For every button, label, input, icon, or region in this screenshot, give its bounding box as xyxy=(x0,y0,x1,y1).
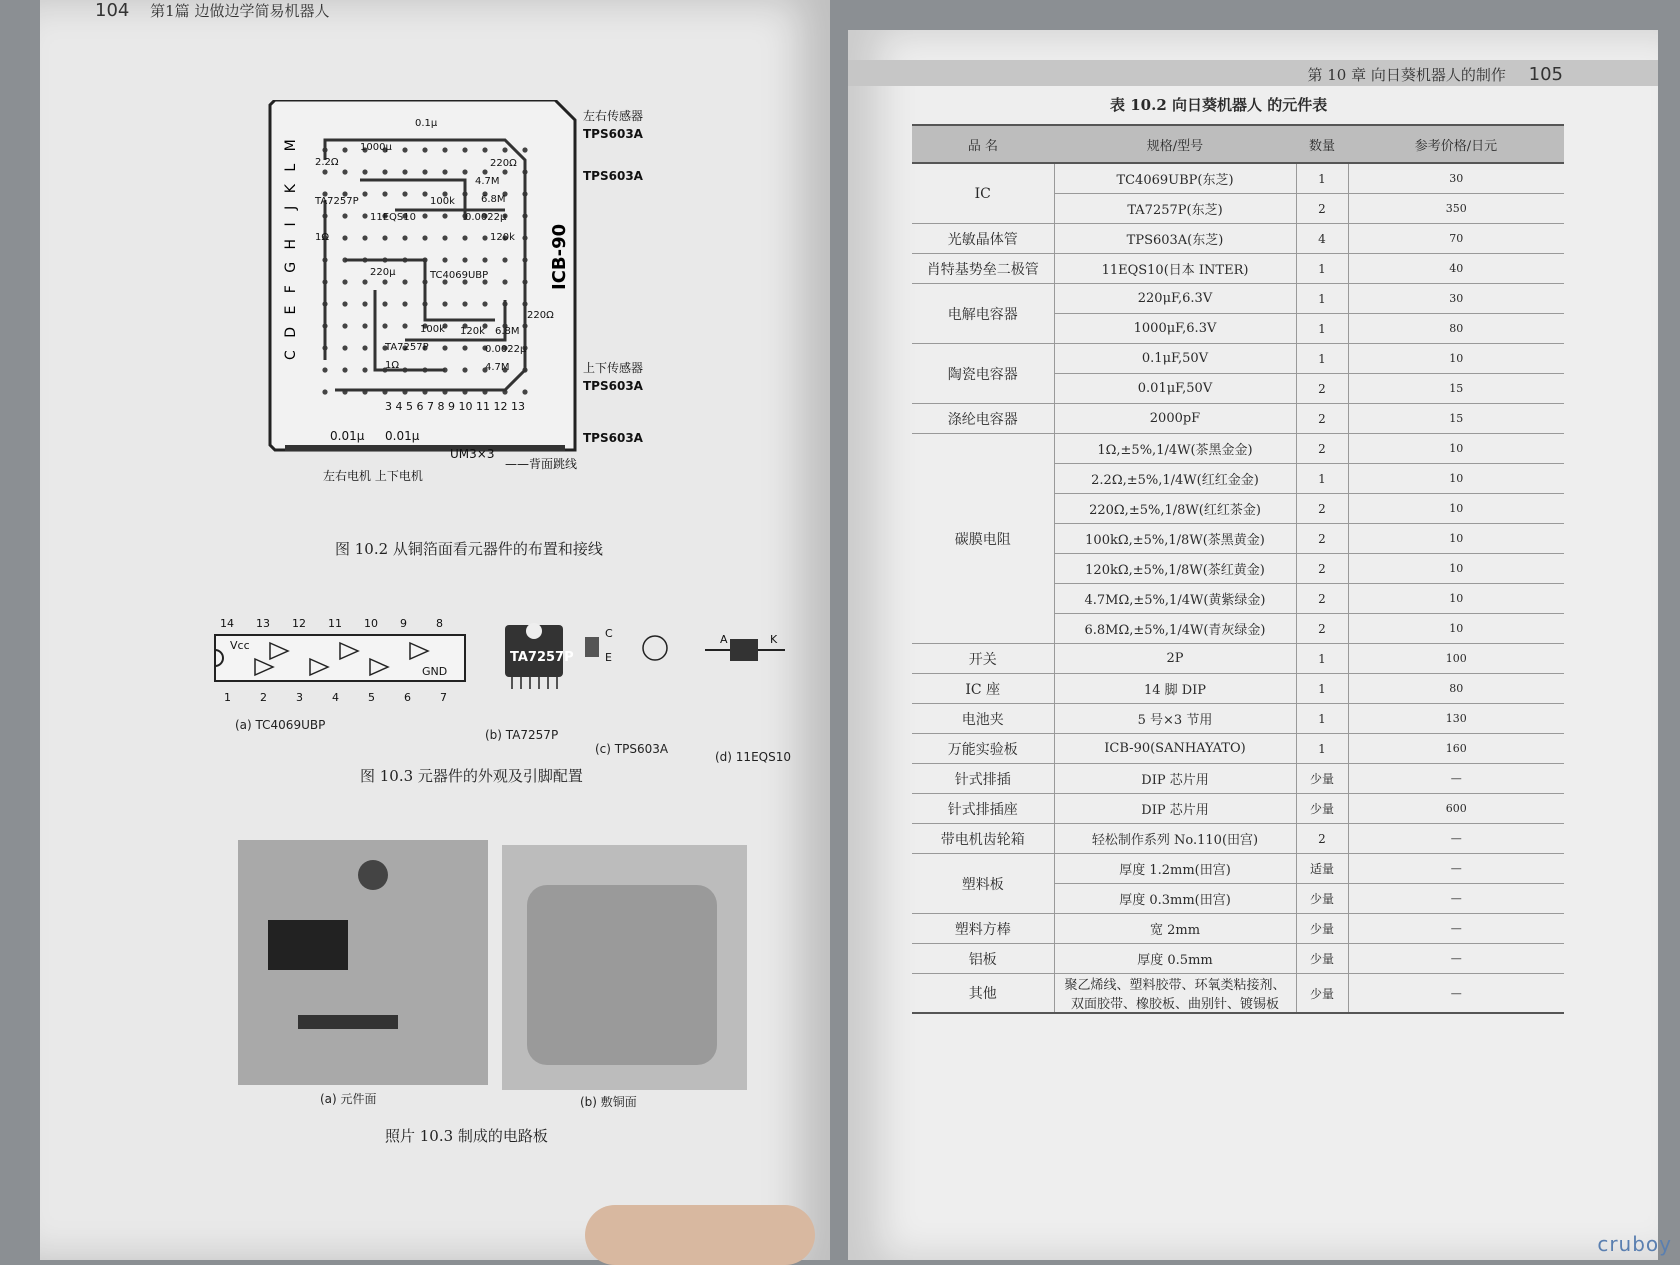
board-hole xyxy=(502,279,507,284)
table-row xyxy=(912,344,1564,374)
board-hole xyxy=(382,235,387,240)
fig103-sub-a: (a) TC4069UBP xyxy=(235,718,326,732)
cell-spec: 220μF,6.3V xyxy=(1054,284,1296,314)
board-hole xyxy=(422,147,427,152)
board-hole xyxy=(362,345,367,350)
board-res-120k-bottom: 120k xyxy=(460,326,485,337)
right-page xyxy=(848,30,1658,1260)
pin-13: 13 xyxy=(256,617,270,630)
photo-caption: 照片 10.3 制成的电路板 xyxy=(385,1127,548,1145)
cell-spec: 聚乙烯线、塑料胶带、环氧类粘接剂、双面胶带、橡胶板、曲别针、镀锡板 xyxy=(1054,974,1296,1014)
board-res-2-2: 2.2Ω xyxy=(315,157,339,168)
board-hole xyxy=(502,257,507,262)
board-hole xyxy=(342,279,347,284)
fig102-label-tps-3: TPS603A xyxy=(583,379,643,393)
board-hole xyxy=(402,279,407,284)
cell-price: — xyxy=(1348,944,1564,974)
header-name: 品 名 xyxy=(912,125,1054,163)
table-row xyxy=(912,254,1564,284)
board-diode: 11EQS10 xyxy=(370,212,416,223)
tr-c-label: C xyxy=(605,627,613,640)
photo-sub-a: (a) 元件面 xyxy=(320,1092,377,1106)
pin-9: 9 xyxy=(400,617,407,630)
cell-price: — xyxy=(1348,884,1564,914)
right-header-chapter: 第 10 章 向日葵机器人的制作 xyxy=(1307,66,1506,84)
pin-2: 2 xyxy=(260,691,267,704)
board-hole xyxy=(462,345,467,350)
table-row xyxy=(912,704,1564,734)
cell-name: 涤纶电容器 xyxy=(912,404,1054,434)
photo-component-side xyxy=(238,840,488,1085)
cell-spec: TPS603A(东芝) xyxy=(1054,224,1296,254)
fig102-label-ud-sensor: 上下传感器 xyxy=(583,361,644,375)
cell-spec: 14 脚 DIP xyxy=(1054,674,1296,704)
table-row xyxy=(912,224,1564,254)
cell-qty: 少量 xyxy=(1296,884,1348,914)
cell-spec: 厚度 1.2mm(田宫) xyxy=(1054,854,1296,884)
board-hole xyxy=(362,235,367,240)
cell-spec: TC4069UBP(东芝) xyxy=(1054,163,1296,194)
cell-spec: DIP 芯片用 xyxy=(1054,794,1296,824)
cell-qty: 1 xyxy=(1296,704,1348,734)
board-hole xyxy=(322,389,327,394)
cell-name: 针式排插座 xyxy=(912,794,1054,824)
board-hole xyxy=(482,235,487,240)
board-hole xyxy=(342,147,347,152)
cell-qty: 少量 xyxy=(1296,794,1348,824)
board-hole xyxy=(362,213,367,218)
table-row xyxy=(912,404,1564,434)
board-cap-0-0022-bottom: 0.0022μ xyxy=(485,344,527,355)
board-hole xyxy=(462,257,467,262)
cell-price: 10 xyxy=(1348,464,1564,494)
cell-spec: 厚度 0.3mm(田宫) xyxy=(1054,884,1296,914)
board-hole xyxy=(342,345,347,350)
cell-qty: 2 xyxy=(1296,584,1348,614)
cell-spec: ICB-90(SANHAYATO) xyxy=(1054,734,1296,764)
diode-k-label: K xyxy=(770,633,778,646)
cell-qty: 1 xyxy=(1296,344,1348,374)
cell-name: 电池夹 xyxy=(912,704,1054,734)
board-res-120k-top: 120k xyxy=(490,232,515,243)
board-hole xyxy=(342,301,347,306)
board-cap-0-0022-top: 0.0022μ xyxy=(465,212,507,223)
cell-name: 针式排插 xyxy=(912,764,1054,794)
cell-price: 130 xyxy=(1348,704,1564,734)
cell-spec: 2000pF xyxy=(1054,404,1296,434)
cell-spec: 6.8MΩ,±5%,1/4W(青灰绿金) xyxy=(1054,614,1296,644)
cell-name: 铝板 xyxy=(912,944,1054,974)
board-hole xyxy=(482,257,487,262)
cell-spec: 0.1μF,50V xyxy=(1054,344,1296,374)
board-cap-1000u: 1000μ xyxy=(360,142,392,153)
fig102-cap-left: 0.01μ xyxy=(330,429,365,443)
fig102-jumper-legend: ——背面跳线 xyxy=(505,457,578,471)
board-hole xyxy=(362,279,367,284)
fig102-caption: 图 10.2 从铜箔面看元器件的布置和接线 xyxy=(335,540,603,558)
cell-name: 电解电容器 xyxy=(912,284,1054,344)
board-hole xyxy=(442,147,447,152)
cell-qty: 2 xyxy=(1296,614,1348,644)
cell-price: — xyxy=(1348,974,1564,1014)
cell-qty: 4 xyxy=(1296,224,1348,254)
cell-name: 塑料板 xyxy=(912,854,1054,914)
cell-qty: 2 xyxy=(1296,554,1348,584)
board-hole xyxy=(462,147,467,152)
cell-name: 开关 xyxy=(912,644,1054,674)
cell-qty: 1 xyxy=(1296,163,1348,194)
pin-11: 11 xyxy=(328,617,342,630)
vcc-label: Vcc xyxy=(230,639,250,652)
cell-price: 600 xyxy=(1348,794,1564,824)
cell-qty: 2 xyxy=(1296,374,1348,404)
table-row xyxy=(912,974,1564,1014)
table-row xyxy=(912,824,1564,854)
fig103-sub-d: (d) 11EQS10 xyxy=(715,750,791,764)
board-hole xyxy=(362,301,367,306)
header-qty: 数量 xyxy=(1296,125,1348,163)
cell-name: 肖特基势垒二极管 xyxy=(912,254,1054,284)
right-running-header xyxy=(1307,64,1563,85)
board-hole xyxy=(382,279,387,284)
board-hole xyxy=(402,323,407,328)
parts-table xyxy=(912,124,1564,1014)
cell-qty: 1 xyxy=(1296,644,1348,674)
board-res-100k-bottom: 100k xyxy=(420,324,445,335)
cell-qty: 1 xyxy=(1296,254,1348,284)
board-hole xyxy=(482,169,487,174)
cell-price: — xyxy=(1348,764,1564,794)
cell-qty: 2 xyxy=(1296,194,1348,224)
cell-qty: 2 xyxy=(1296,494,1348,524)
board-hole xyxy=(402,191,407,196)
cell-qty: 2 xyxy=(1296,434,1348,464)
cell-price: — xyxy=(1348,824,1564,854)
board-hole xyxy=(482,147,487,152)
cell-qty: 1 xyxy=(1296,674,1348,704)
board-res-6-8m-bottom: 6.8M xyxy=(495,326,520,337)
board-row-labels: C D E F G H I J K L M xyxy=(283,135,299,360)
board-hole xyxy=(462,301,467,306)
ta7257p-label: TA7257P xyxy=(510,650,574,665)
cell-price: 10 xyxy=(1348,584,1564,614)
pin-5: 5 xyxy=(368,691,375,704)
table-row xyxy=(912,944,1564,974)
table-row xyxy=(912,764,1564,794)
cell-price: 10 xyxy=(1348,494,1564,524)
board-hole xyxy=(402,235,407,240)
cell-price: 10 xyxy=(1348,614,1564,644)
fig102-label-lr-sensor: 左右传感器 xyxy=(583,109,644,123)
finger xyxy=(585,1205,815,1265)
board-hole xyxy=(362,169,367,174)
board-name: ICB-90 xyxy=(549,223,570,290)
cell-qty: 1 xyxy=(1296,464,1348,494)
fig103-components xyxy=(160,615,810,725)
board-hole xyxy=(362,367,367,372)
fig103-sub-c: (c) TPS603A xyxy=(595,742,669,756)
cell-spec: 220Ω,±5%,1/8W(红红茶金) xyxy=(1054,494,1296,524)
table-row xyxy=(912,854,1564,884)
board-hole xyxy=(462,367,467,372)
pin-3: 3 xyxy=(296,691,303,704)
cell-spec: 100kΩ,±5%,1/8W(茶黑黄金) xyxy=(1054,524,1296,554)
cell-spec: 0.01μF,50V xyxy=(1054,374,1296,404)
board-hole xyxy=(342,169,347,174)
fig102-label-tps-4: TPS603A xyxy=(583,431,643,445)
cell-qty: 2 xyxy=(1296,404,1348,434)
cell-name: 塑料方棒 xyxy=(912,914,1054,944)
fig102-motor-legend: 左右电机 上下电机 xyxy=(323,469,423,483)
board-res-220-top: 220Ω xyxy=(490,158,517,169)
cell-spec: 1Ω,±5%,1/4W(茶黑金金) xyxy=(1054,434,1296,464)
board-hole xyxy=(442,169,447,174)
cell-qty: 2 xyxy=(1296,524,1348,554)
cell-price: 80 xyxy=(1348,314,1564,344)
board-ic-ta7257p-bottom: TA7257P xyxy=(385,342,429,353)
board-col-numbers: 3 4 5 6 7 8 9 10 11 12 13 xyxy=(385,400,525,413)
pin-8: 8 xyxy=(436,617,443,630)
board-cap-220u: 220μ xyxy=(370,267,396,278)
cell-qty: 2 xyxy=(1296,824,1348,854)
cell-price: 10 xyxy=(1348,434,1564,464)
cell-spec: 厚度 0.5mm xyxy=(1054,944,1296,974)
cell-price: 160 xyxy=(1348,734,1564,764)
board-hole xyxy=(442,345,447,350)
pin-7: 7 xyxy=(440,691,447,704)
cell-price: 80 xyxy=(1348,674,1564,704)
cell-spec: 2.2Ω,±5%,1/4W(红红金金) xyxy=(1054,464,1296,494)
cell-spec: 5 号×3 节用 xyxy=(1054,704,1296,734)
board-hole xyxy=(402,147,407,152)
table-header-row xyxy=(912,125,1564,163)
board-res-6-8m-top: 6.8M xyxy=(481,194,506,205)
board-hole xyxy=(322,367,327,372)
board-res-4-7m-top: 4.7M xyxy=(475,176,500,187)
pin-4: 4 xyxy=(332,691,339,704)
cell-price: 30 xyxy=(1348,163,1564,194)
board-res-220-right: 220Ω xyxy=(527,310,554,321)
cell-name: 碳膜电阻 xyxy=(912,434,1054,644)
cell-price: — xyxy=(1348,914,1564,944)
cell-price: 100 xyxy=(1348,644,1564,674)
pin-6: 6 xyxy=(404,691,411,704)
table-row xyxy=(912,434,1564,464)
board-hole xyxy=(522,147,527,152)
cell-qty: 少量 xyxy=(1296,914,1348,944)
cell-spec: 宽 2mm xyxy=(1054,914,1296,944)
table-row xyxy=(912,734,1564,764)
board-cap-0-1u: 0.1μ xyxy=(415,118,438,129)
cell-qty: 少量 xyxy=(1296,944,1348,974)
board-hole xyxy=(342,367,347,372)
board-hole xyxy=(442,257,447,262)
cell-qty: 少量 xyxy=(1296,764,1348,794)
fig102-label-tps-2: TPS603A xyxy=(583,169,643,183)
table-row xyxy=(912,284,1564,314)
board-hole xyxy=(402,169,407,174)
board-hole xyxy=(462,235,467,240)
board-hole xyxy=(322,169,327,174)
header-price: 参考价格/日元 xyxy=(1348,125,1564,163)
board-hole xyxy=(422,191,427,196)
board-ic-ta7257p-top: TA7257P xyxy=(315,196,359,207)
cell-price: 10 xyxy=(1348,554,1564,584)
cell-name: 其他 xyxy=(912,974,1054,1014)
cell-spec: 120kΩ,±5%,1/8W(茶红黄金) xyxy=(1054,554,1296,584)
cell-name: 带电机齿轮箱 xyxy=(912,824,1054,854)
left-page xyxy=(40,0,830,1260)
cell-name: IC xyxy=(912,163,1054,224)
board-hole xyxy=(362,323,367,328)
board-res-1-bottom: 1Ω xyxy=(385,360,400,371)
board-hole xyxy=(522,389,527,394)
fig103-caption: 图 10.3 元器件的外观及引脚配置 xyxy=(360,767,583,785)
board-hole xyxy=(362,191,367,196)
board-hole xyxy=(462,169,467,174)
board-res-100k-top: 100k xyxy=(430,196,455,207)
left-page-number: 104 xyxy=(95,0,130,21)
cell-spec: 轻松制作系列 No.110(田宫) xyxy=(1054,824,1296,854)
cell-price: 30 xyxy=(1348,284,1564,314)
board-hole xyxy=(402,301,407,306)
cell-name: IC 座 xyxy=(912,674,1054,704)
left-header-title: 第1篇 边做边学简易机器人 xyxy=(150,2,330,20)
cell-spec: 2P xyxy=(1054,644,1296,674)
cell-name: 光敏晶体管 xyxy=(912,224,1054,254)
table-row xyxy=(912,644,1564,674)
gnd-label: GND xyxy=(422,665,448,678)
board-hole xyxy=(422,169,427,174)
board-hole xyxy=(342,213,347,218)
table-title: 表 10.2 向日葵机器人 的元件表 xyxy=(1110,96,1328,114)
pin-12: 12 xyxy=(292,617,306,630)
fig102-label-tps-1: TPS603A xyxy=(583,127,643,141)
table-row xyxy=(912,163,1564,194)
diode-a-label: A xyxy=(720,633,728,646)
cell-spec: 11EQS10(日本 INTER) xyxy=(1054,254,1296,284)
board-hole xyxy=(382,301,387,306)
cell-name: 万能实验板 xyxy=(912,734,1054,764)
fig102-battery: UM3×3 xyxy=(450,447,495,461)
board-layout-figure xyxy=(265,100,695,500)
cell-qty: 适量 xyxy=(1296,854,1348,884)
header-spec: 规格/型号 xyxy=(1054,125,1296,163)
board-hole xyxy=(442,213,447,218)
cell-qty: 1 xyxy=(1296,314,1348,344)
cell-spec: 1000μF,6.3V xyxy=(1054,314,1296,344)
cell-price: 15 xyxy=(1348,374,1564,404)
cell-price: 70 xyxy=(1348,224,1564,254)
board-hole xyxy=(442,235,447,240)
right-page-number: 105 xyxy=(1528,64,1563,85)
board-hole xyxy=(342,323,347,328)
cell-spec: TA7257P(东芝) xyxy=(1054,194,1296,224)
cell-spec: 4.7MΩ,±5%,1/4W(黄紫绿金) xyxy=(1054,584,1296,614)
board-hole xyxy=(482,301,487,306)
table-row xyxy=(912,914,1564,944)
board-hole xyxy=(422,235,427,240)
pin-1: 1 xyxy=(224,691,231,704)
pin-14: 14 xyxy=(220,617,234,630)
cell-name: 陶瓷电容器 xyxy=(912,344,1054,404)
cell-price: 10 xyxy=(1348,524,1564,554)
tr-e-label: E xyxy=(605,651,612,664)
board-hole xyxy=(382,323,387,328)
board-hole xyxy=(342,235,347,240)
table-row xyxy=(912,794,1564,824)
cell-price: 40 xyxy=(1348,254,1564,284)
cell-price: 15 xyxy=(1348,404,1564,434)
cell-qty: 1 xyxy=(1296,734,1348,764)
board-hole xyxy=(382,169,387,174)
board-hole xyxy=(422,213,427,218)
board-ic-tc4069: TC4069UBP xyxy=(430,270,489,281)
cell-qty: 少量 xyxy=(1296,974,1348,1014)
photo-copper-side xyxy=(502,845,747,1090)
pin-10: 10 xyxy=(364,617,378,630)
watermark: cruboy xyxy=(1597,1232,1672,1256)
board-hole xyxy=(382,191,387,196)
table-row xyxy=(912,674,1564,704)
board-hole xyxy=(442,301,447,306)
board-res-1-top: 1Ω xyxy=(315,232,330,243)
fig102-cap-mid: 0.01μ xyxy=(385,429,420,443)
cell-qty: 1 xyxy=(1296,284,1348,314)
board-hole xyxy=(502,169,507,174)
cell-price: 350 xyxy=(1348,194,1564,224)
photo-sub-b: (b) 敷铜面 xyxy=(580,1095,637,1109)
cell-spec: DIP 芯片用 xyxy=(1054,764,1296,794)
left-running-header xyxy=(95,0,329,21)
board-hole xyxy=(502,147,507,152)
cell-price: 10 xyxy=(1348,344,1564,374)
cell-price: — xyxy=(1348,854,1564,884)
fig103-sub-b: (b) TA7257P xyxy=(485,728,559,742)
board-res-4-7m-bottom: 4.7M xyxy=(485,362,510,373)
